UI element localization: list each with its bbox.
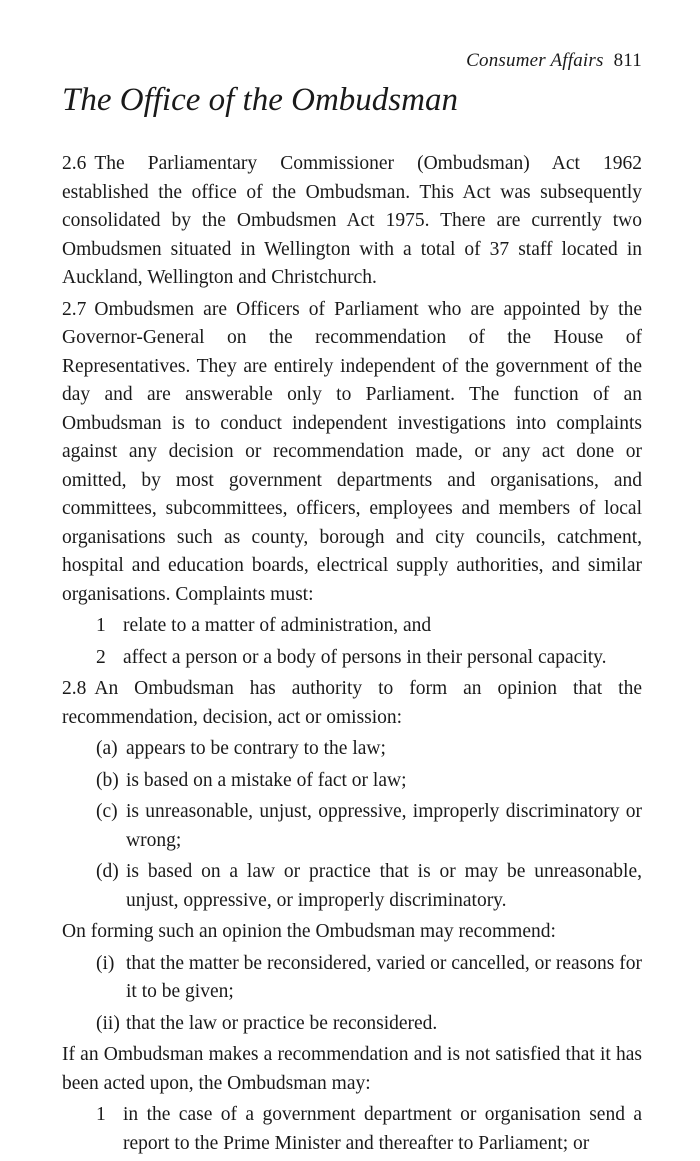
list-item-text: is based on a mistake of fact or law; [126, 769, 407, 791]
list-item [96, 950, 642, 1007]
paragraph-2-7 [62, 296, 642, 610]
recommend-lead-in: On forming such an opinion the Ombudsman may recommend: [62, 921, 556, 942]
paragraph-2-8 [62, 675, 642, 732]
list-item [96, 644, 642, 673]
list-marker: (a) [96, 738, 118, 759]
not-satisfied-lead-in: If an Ombudsman makes a recommendation and is not satisfied that it has been acted upon, the Ombudsman may: [62, 1044, 642, 1094]
list-item-text: affect a person or a body of persons in their personal capacity. [123, 646, 607, 668]
list-item-text: relate to a matter of administration, and [123, 615, 432, 636]
list-item [96, 858, 642, 915]
paragraph-number: 2.8 [62, 678, 87, 699]
paragraph-text: Ombudsmen are Officers of Parliament who are appointed by the Governor-General on the recommendation of the House of Representatives. They are entirely independent of the government of the day and are answerable only to Parliament. The function of an Ombudsman is to conduct independent investigations into complaints against any decision or recommendation made, or any act done or omitted, by most government departments and organisations, and committees, subcommittees, officers, employees and members of local organisations such as county, borough and city councils, catchment, hospital and education boards, electrical supply authorities, and similar organisations. Complaints must: [62, 298, 642, 605]
paragraph-number: 2.7 [62, 298, 87, 320]
list-marker: (i) [96, 952, 115, 974]
list-item-text: is unreasonable, unjust, oppressive, improperly discriminatory or wrong; [126, 801, 642, 851]
list-marker: (b) [96, 769, 119, 791]
body-text [62, 150, 642, 1161]
list-item [96, 1101, 642, 1158]
list-item [96, 735, 642, 764]
running-header-section: Consumer Affairs [466, 50, 604, 71]
list-item-text: that the law or practice be reconsidered. [126, 1012, 438, 1034]
list-marker: 1 [96, 1104, 106, 1125]
paragraph-text: The Parliamentary Commissioner (Ombudsman) Act 1962 established the office of the Ombudsman. This Act was subsequently consolidated by the Ombudsmen Act 1975. There are currently two Ombudsmen situated in Wellington with a total of 37 staff located in Auckland, Wellington and Christchurch. [62, 153, 642, 288]
section-title: The Office of the Ombudsman [62, 82, 458, 118]
list-item-text: is based on a law or practice that is or may be unreasonable, unjust, oppressive, or improperly discriminatory. [126, 861, 642, 911]
paragraph-2-6 [62, 150, 642, 293]
list-item-text: that the matter be reconsidered, varied or cancelled, or reasons for it to be given; [126, 952, 642, 1002]
paragraph-number: 2.6 [62, 153, 87, 174]
page-number: 811 [613, 50, 642, 71]
list-marker: (ii) [96, 1012, 120, 1034]
list-item [96, 1010, 642, 1039]
running-header [466, 50, 642, 72]
list-marker: (c) [96, 801, 118, 822]
list-item-text: in the case of a government department or organisation send a report to the Prime Minister and thereafter to Parliament; or [123, 1104, 642, 1154]
list-marker: 2 [96, 646, 106, 668]
list-item [96, 798, 642, 855]
list-item [96, 767, 642, 796]
paragraph-text: An Ombudsman has authority to form an opinion that the recommendation, decision, act or omission: [62, 678, 642, 728]
list-item [96, 612, 642, 641]
list-marker: (d) [96, 861, 119, 882]
list-marker: 1 [96, 615, 106, 636]
list-item-text: appears to be contrary to the law; [126, 738, 386, 759]
